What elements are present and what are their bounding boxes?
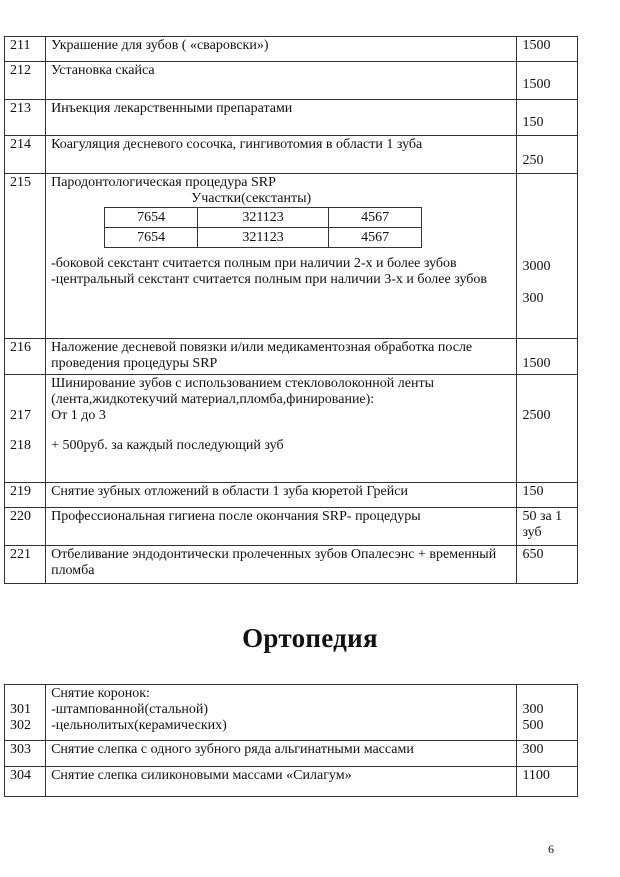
row-number: 302	[10, 718, 31, 733]
row-number: 219	[5, 483, 46, 508]
table-row	[5, 100, 578, 136]
row-number: 211	[5, 37, 46, 62]
sextant-cell: 4567	[329, 228, 422, 248]
service-description: Коагуляция десневого сосочка, гингивотомия в области 1 зуба	[46, 136, 517, 174]
table-row	[5, 62, 578, 100]
service-price-cell	[517, 375, 578, 483]
service-description: Снятие зубных отложений в области 1 зуба кюретой Грейси	[46, 483, 517, 508]
sextant-cell: 7654	[105, 208, 198, 228]
splinting-intro: Шинирование зубов с использованием стекловолоконной ленты (лента,жидкотекучий материал,пломба,финирование):	[51, 376, 434, 407]
service-price-cell	[517, 100, 578, 136]
srp-note-central: -центральный секстант считается полным при наличии 3-х и более зубов	[51, 272, 487, 287]
service-price: 150	[517, 483, 578, 508]
table-row-srp	[5, 174, 578, 339]
service-price: 1500	[522, 77, 551, 92]
service-price: 1500	[517, 37, 578, 62]
row-number-cell	[5, 375, 46, 483]
service-price: 300	[517, 741, 578, 767]
srp-price-cell	[517, 174, 578, 339]
sextant-cell: 4567	[329, 208, 422, 228]
splinting-line: + 500руб. за каждый последующий зуб	[51, 438, 284, 453]
row-number: 213	[5, 100, 46, 136]
service-price-cell	[517, 339, 578, 375]
table-row	[5, 508, 578, 546]
crowns-title: Снятие коронок:	[51, 686, 150, 701]
service-price-cell	[517, 136, 578, 174]
splinting-line: От 1 до 3	[51, 408, 106, 423]
service-price-cell	[517, 62, 578, 100]
srp-subtitle: Участки(секстанты)	[191, 191, 312, 206]
crowns-line: -штампованной(стальной)	[51, 702, 209, 717]
price-table-orthopedics	[4, 684, 578, 797]
srp-cell	[46, 174, 517, 339]
service-description: Профессиональная гигиена после окончания SRP- процедуры	[46, 508, 517, 546]
table-row	[5, 339, 578, 375]
service-description: Снятие слепка силиконовыми массами «Силагум»	[46, 767, 517, 797]
service-description: Установка скайса	[46, 62, 517, 100]
row-number: 218	[10, 438, 31, 453]
table-row-crowns	[5, 685, 578, 741]
row-number: 220	[5, 508, 46, 546]
row-number: 303	[5, 741, 46, 767]
sextant-cell: 7654	[105, 228, 198, 248]
service-price: 50 за 1 зуб	[517, 508, 578, 546]
service-price: 1100	[517, 767, 578, 797]
row-number: 301	[10, 702, 31, 717]
service-price: 300	[522, 291, 544, 306]
splinting-cell	[46, 375, 517, 483]
row-number-cell	[5, 685, 46, 741]
crowns-cell	[46, 685, 517, 741]
table-row	[5, 136, 578, 174]
service-price: 3000	[522, 259, 551, 274]
table-row	[5, 546, 578, 584]
service-price-cell	[517, 685, 578, 741]
row-number: 304	[5, 767, 46, 797]
service-description: Украшение для зубов ( «сваровски»)	[46, 37, 517, 62]
service-price: 2500	[522, 408, 551, 423]
sextant-grid	[104, 207, 422, 248]
sextant-cell: 321123	[198, 228, 329, 248]
service-description: Снятие слепка с одного зубного ряда альгинатными массами	[46, 741, 517, 767]
service-price: 150	[522, 115, 544, 130]
service-price: 300	[522, 702, 544, 717]
table-row	[5, 767, 578, 797]
service-price: 650	[517, 546, 578, 584]
row-number: 215	[5, 174, 46, 339]
srp-note-lateral: -боковой секстант считается полным при наличии 2-х и более зубов	[51, 256, 457, 271]
service-price: 500	[522, 718, 544, 733]
sextant-cell: 321123	[198, 208, 329, 228]
row-number: 212	[5, 62, 46, 100]
service-price: 250	[522, 153, 544, 168]
table-row	[5, 741, 578, 767]
table-row-splinting	[5, 375, 578, 483]
service-description: Отбеливание эндодонтически пролеченных зубов Опалесэнс + временный пломба	[46, 546, 517, 584]
page-number: 6	[548, 842, 554, 856]
row-number: 217	[10, 408, 31, 423]
sextant-row	[105, 228, 422, 248]
crowns-line: -цельнолитых(керамических)	[51, 718, 227, 733]
service-description: Инъекция лекарственными препаратами	[46, 100, 517, 136]
section-title: Ортопедия	[242, 623, 378, 653]
row-number: 216	[5, 339, 46, 375]
row-number: 221	[5, 546, 46, 584]
srp-title: Пародонтологическая процедура SRP	[51, 175, 276, 190]
service-description: Наложение десневой повязки и/или медикаментозная обработка после проведения процедуры SRP	[46, 339, 517, 375]
service-price: 1500	[522, 356, 551, 371]
sextant-row	[105, 208, 422, 228]
row-number: 214	[5, 136, 46, 174]
price-table-therapy	[4, 36, 578, 584]
table-row	[5, 483, 578, 508]
table-row	[5, 37, 578, 62]
